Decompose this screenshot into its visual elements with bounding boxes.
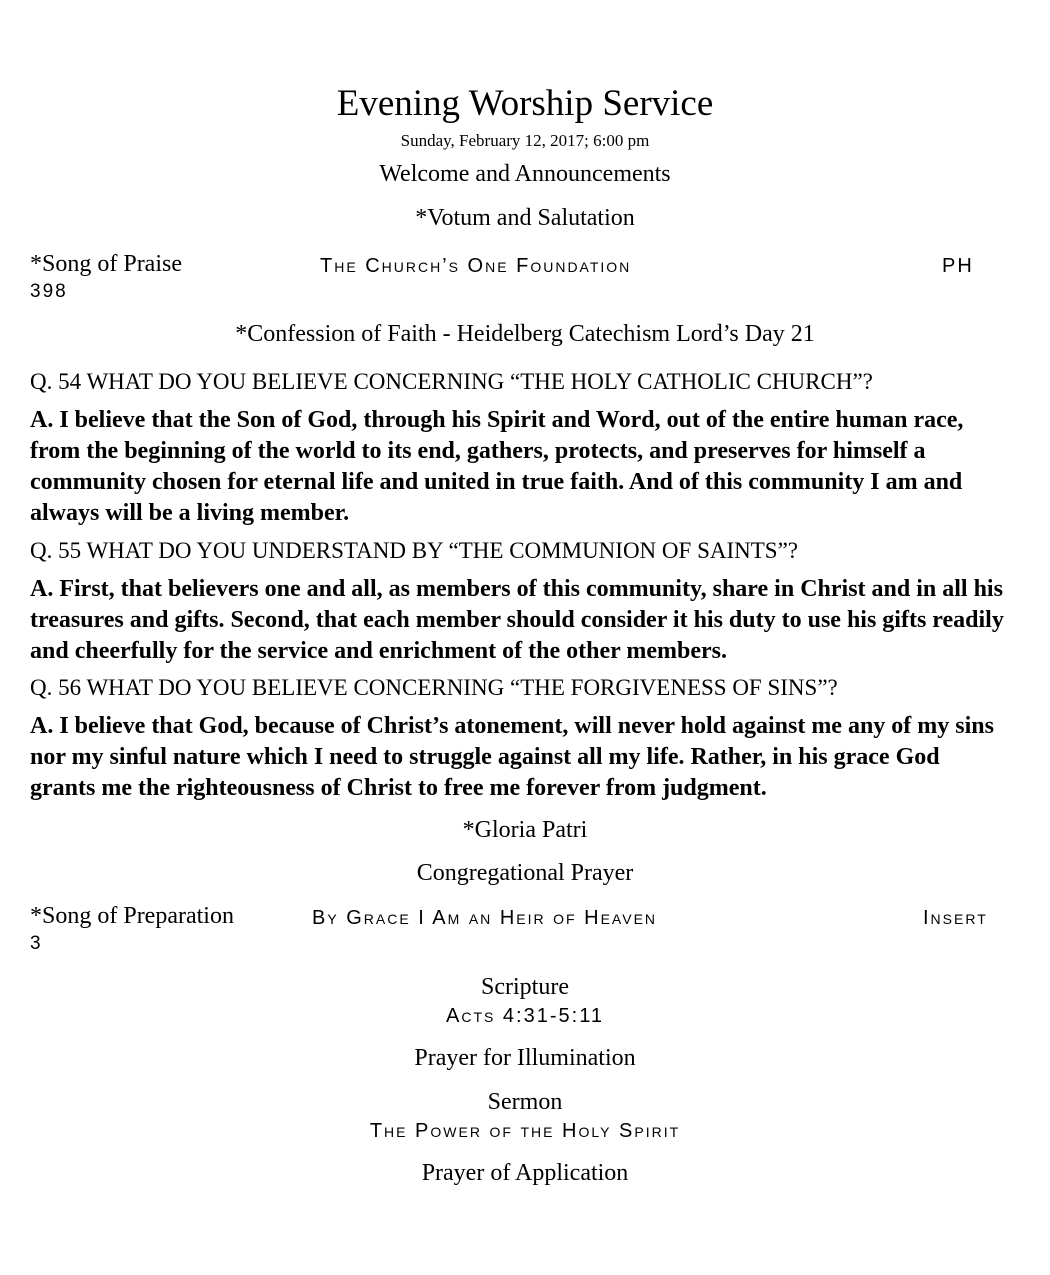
application-prayer-item: Prayer of Application xyxy=(421,1160,629,1186)
song-of-praise-title: The Church’s One Foundation xyxy=(320,255,632,277)
congregational-prayer-item: Congregational Prayer xyxy=(416,860,634,886)
scripture-label: Scripture xyxy=(481,974,569,1000)
song-of-praise-number: 398 xyxy=(30,281,68,302)
gloria-patri-item: *Gloria Patri xyxy=(462,817,588,843)
song-of-preparation-number: 3 xyxy=(30,933,43,954)
illumination-prayer-item: Prayer for Illumination xyxy=(414,1045,636,1071)
sermon-title: The Power of the Holy Spirit xyxy=(369,1120,681,1142)
catechism-question-56: Q. 56 WHAT DO YOU BELIEVE CONCERNING “THE FORGIVENESS OF SINS”? xyxy=(30,675,838,700)
song-of-preparation-title: By Grace I Am an Heir of Heaven xyxy=(312,907,658,929)
page-title: Evening Worship Service xyxy=(336,83,714,124)
bulletin-page xyxy=(30,0,1010,1275)
scripture-reference: Acts 4:31-5:11 xyxy=(446,1005,604,1027)
song-of-preparation-label: *Song of Preparation xyxy=(30,903,234,929)
welcome-item: Welcome and Announcements xyxy=(379,161,671,187)
votum-item: *Votum and Salutation xyxy=(415,205,635,231)
catechism-question-55: Q. 55 WHAT DO YOU UNDERSTAND BY “THE COMMUNION OF SAINTS”? xyxy=(30,538,798,563)
confession-heading: *Confession of Faith - Heidelberg Catechism Lord’s Day 21 xyxy=(235,321,815,347)
catechism-answer-55: A. First, that believers one and all, as members of this community, share in Christ and in all his treasures and gifts. Second, that each member should consider it his duty to use his gifts readily and cheerfully for the service and enrichment of the other members. xyxy=(30,576,1004,664)
catechism-answer-54: A. I believe that the Son of God, through his Spirit and Word, out of the entire human race, from the beginning of the world to its end, gathers, protects, and preserves for himself a community chosen for eternal life and united in true faith. And of this community I am and always will be a living member. xyxy=(30,407,964,526)
song-of-praise-book: PH xyxy=(942,255,974,277)
song-of-praise-label: *Song of Praise xyxy=(30,251,182,277)
catechism-question-54: Q. 54 WHAT DO YOU BELIEVE CONCERNING “THE HOLY CATHOLIC CHURCH”? xyxy=(30,369,873,394)
catechism-answer-56: A. I believe that God, because of Christ’s atonement, will never hold against me any of my sins nor my sinful nature which I need to struggle against all my life. Rather, in his grace God grants me the righteousness of Christ to free me forever from judgment. xyxy=(30,713,994,801)
song-of-preparation-book: Insert xyxy=(923,907,988,929)
service-date: Sunday, February 12, 2017; 6:00 pm xyxy=(400,131,650,150)
sermon-label: Sermon xyxy=(487,1089,563,1115)
